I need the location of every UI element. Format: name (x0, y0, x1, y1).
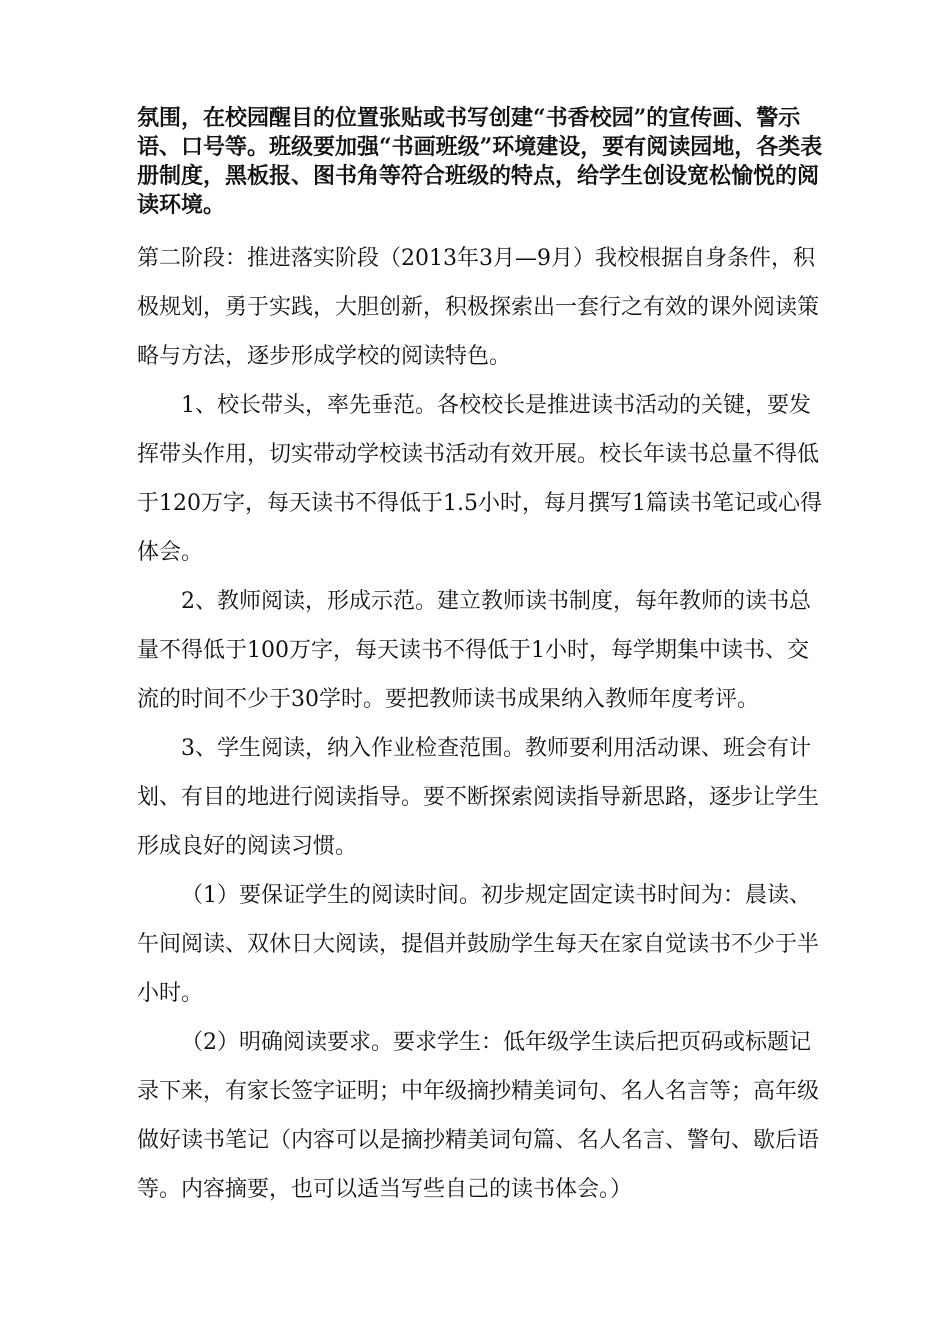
item-student-paragraph: 3、学生阅读，纳入作业检查范围。教师要利用活动课、班会有计划、有目的地进行阅读指导。要不断探索阅读指导新思路，逐步让学生形成良好的阅读习惯。 (137, 736, 820, 859)
subitem-reading-time-paragraph: （1）要保证学生的阅读时间。初步规定固定读书时间为：晨读、午间阅读、双休日大阅读，提倡并鼓励学生每天在家自觉读书不少于半小时。 (137, 883, 820, 1006)
subitem-reading-requirements-paragraph: （2）明确阅读要求。要求学生：低年级学生读后把页码或标题记录下来，有家长签字证明；中年级摘抄精美词句、名人名言等；高年级做好读书笔记（内容可以是摘抄精美词句篇、名人名言、警句、歇后语等。内容摘要，也可以适当写些自己的读书体会。） (137, 1030, 820, 1202)
stage-two-paragraph: 第二阶段：推进落实阶段（2013年3月—9月）我校根据自身条件，积极规划，勇于实践，大胆创新，积极探索出一套行之有效的课外阅读策略与方法，逐步形成学校的阅读特色。 (137, 246, 820, 369)
item-principal-paragraph: 1、校长带头，率先垂范。各校校长是推进读书活动的关键，要发挥带头作用，切实带动学校读书活动有效开展。校长年读书总量不得低于120万字，每天读书不得低于1.5小时，每月撰写1篇读书笔记或心得体会。 (137, 393, 822, 565)
intro-paragraph: 氛围，在校园醒目的位置张贴或书写创建“书香校园”的宣传画、警示语、口号等。班级要加强“书画班级”环境建设，要有阅读园地，各类表册制度，黑板报、图书角等符合班级的特点，给学生创设宽松愉悦的阅读环境。 (137, 105, 823, 218)
item-teacher-paragraph: 2、教师阅读，形成示范。建立教师读书制度，每年教师的读书总量不得低于100万字，每天读书不得低于1小时，每学期集中读书、交流的时间不少于30学时。要把教师读书成果纳入教师年度考评。 (137, 589, 811, 712)
document-body (137, 104, 825, 1214)
